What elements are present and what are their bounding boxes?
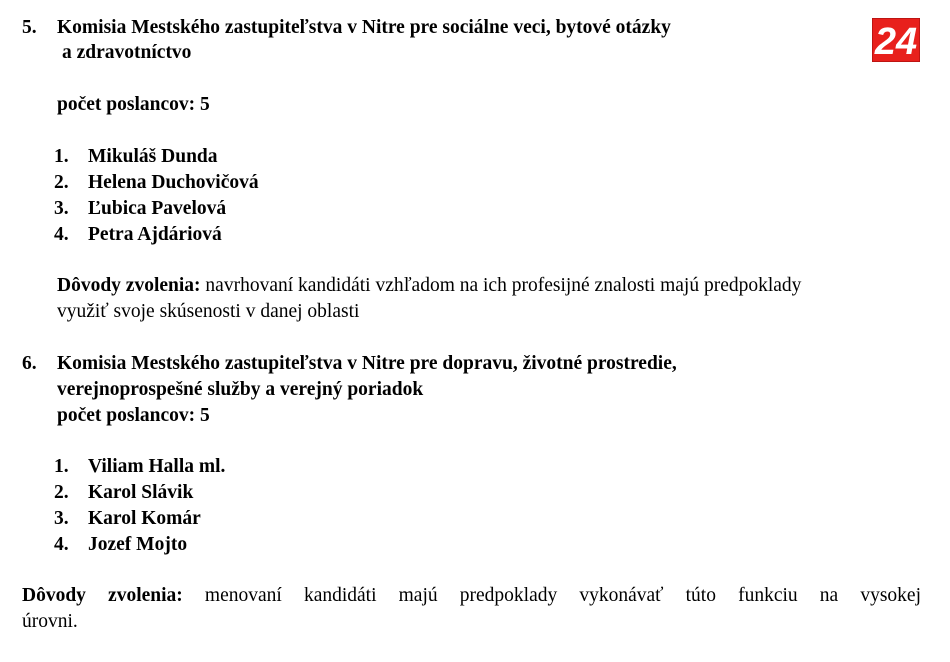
section-6-count: počet poslancov: 5 [57, 405, 210, 426]
reasons-text: menovaní kandidáti majú predpoklady vykonávať túto funkciu na vysokej [182, 585, 921, 606]
logo-text: 24 [874, 21, 918, 62]
reasons-label: Dôvody zvolenia: [57, 275, 201, 296]
list-item-name: Karol Komár [88, 508, 201, 529]
list-item-number: 3. [54, 508, 69, 529]
list-item-name: Jozef Mojto [88, 534, 188, 555]
section-5-reasons-line1 [57, 274, 801, 298]
list-item-name: Ľubica Pavelová [88, 198, 227, 219]
list-item-number: 3. [54, 198, 69, 219]
section-5-number: 5. [22, 17, 37, 38]
list-item-number: 4. [54, 534, 69, 555]
list-item-name: Mikuláš Dunda [88, 146, 218, 167]
list-item-number: 2. [54, 482, 69, 503]
list-item-number: 1. [54, 146, 69, 167]
list-item-name: Helena Duchovičová [88, 172, 259, 193]
section-5-title-line1: Komisia Mestského zastupiteľstva v Nitre pre sociálne veci, bytové otázky [57, 17, 671, 38]
list-item-name: Viliam Halla ml. [88, 456, 226, 477]
section-6-title-line2: verejnoprospešné služby a verejný poriadok [57, 379, 424, 400]
section-6-title-line1: Komisia Mestského zastupiteľstva v Nitre pre dopravu, životné prostredie, [57, 353, 677, 374]
list-item-number: 1. [54, 456, 69, 477]
list-item-number: 4. [54, 224, 69, 245]
reasons-label: Dôvody zvolenia: [22, 585, 183, 606]
list-item-name: Karol Slávik [88, 482, 194, 503]
list-item-name: Petra Ajdáriová [88, 224, 222, 245]
section-6-number: 6. [22, 353, 37, 374]
section-6-reasons-line1 [22, 584, 921, 608]
list-item-number: 2. [54, 172, 69, 193]
site-logo [872, 18, 920, 62]
section-5-reasons-line2: využiť svoje skúsenosti v danej oblasti [57, 301, 360, 322]
section-5-title-line2: a zdravotníctvo [62, 42, 192, 63]
section-5-count: počet poslancov: 5 [57, 94, 210, 115]
reasons-text: navrhovaní kandidáti vzhľadom na ich profesijné znalosti majú predpoklady [200, 275, 802, 296]
section-6-reasons-line2: úrovni. [22, 611, 78, 632]
